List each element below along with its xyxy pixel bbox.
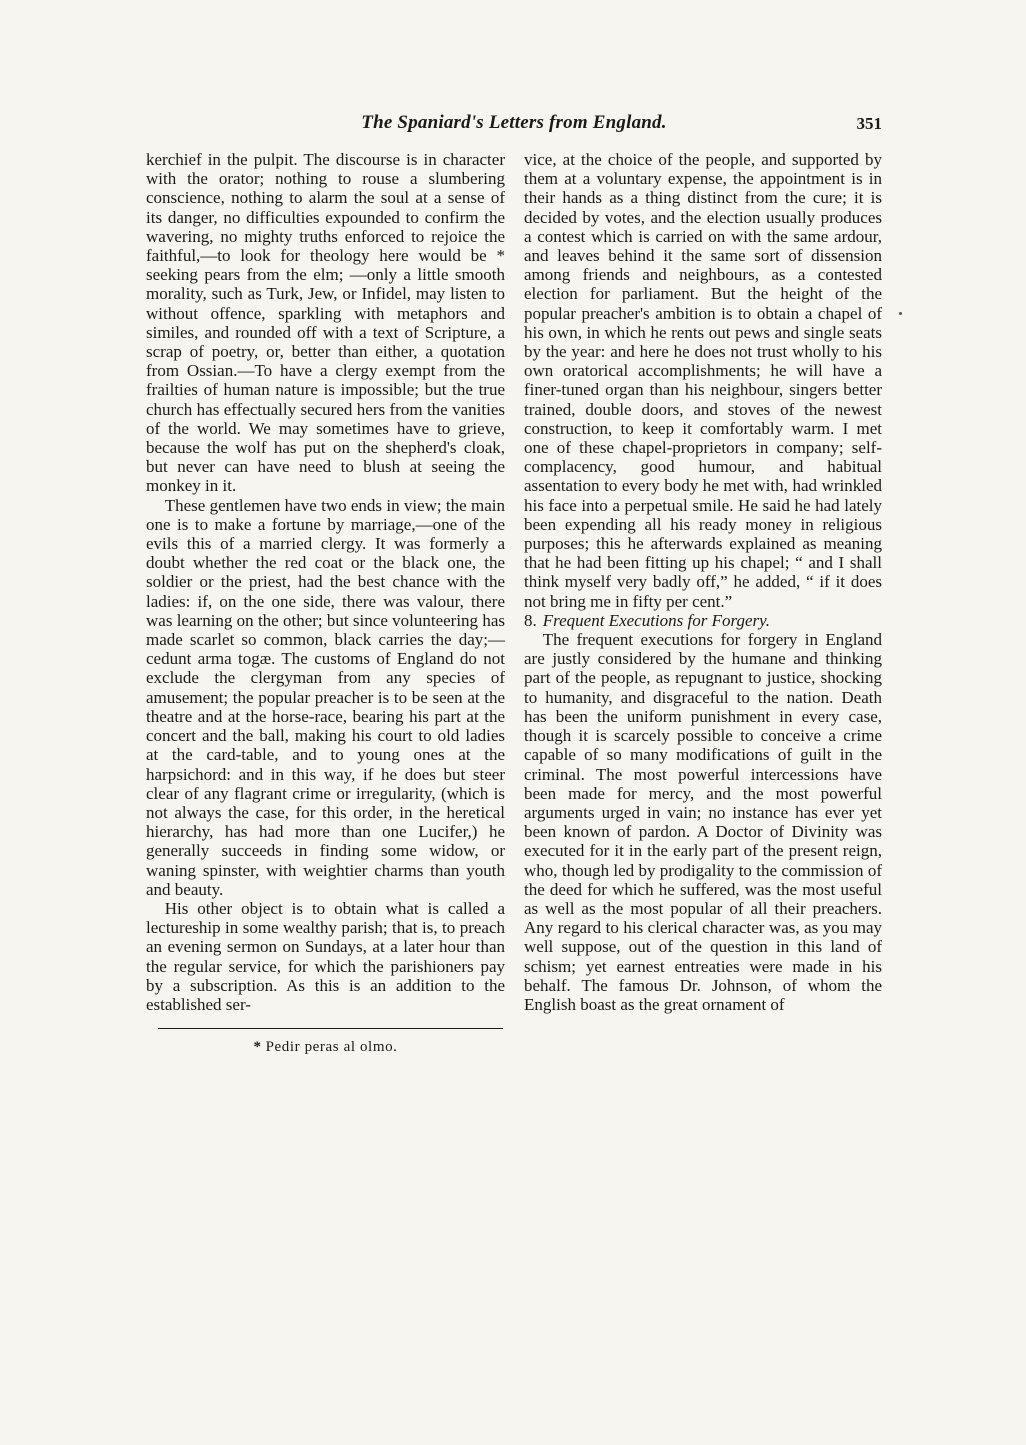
ink-speck xyxy=(899,312,902,315)
section-heading xyxy=(524,611,882,630)
footnote-marker: * xyxy=(253,1039,262,1056)
running-title: The Spaniard's Letters from England. xyxy=(361,112,667,133)
paragraph-chapel: vice, at the choice of the people, and supported by them at a voluntary expense, the appointment is in their hands as a thing distinct from the cure; it is decided by votes, and the election usually produces a contest which is carried on with the same ardour, and leaves behind it the same sort of dissension among friends and neighbours, as a contested election for parliament. But the height of the popular preacher's ambition is to obtain a chapel of his own, in which he rents out pews and single seats by the year: and here he does not trust wholly to his own oratorical accomplishments; he will have a finer-tuned organ than his neighbour, singers better trained, double doors, and stoves of the newest construction, to keep it comfortably warm. I met one of these chapel-proprietors in company; self-complacency, good humour, and habitual assentation to every body he met with, had wrinkled his face into a perpetual smile. He said he had lately been expending all his ready money in religious purposes; this he afterwards explained as meaning that he had been fitting up his chapel; “ and I shall think myself very badly off,” he added, “ if it does not bring me in fifty per cent.” xyxy=(524,150,882,611)
paragraph-forgery: The frequent executions for forgery in England are justly considered by the humane and thinking part of the people, as repugnant to justice, shocking to humanity, and disgraceful to the nation. Death has been the uniform punishment in every case, though it is scarcely possible to conceive a crime capable of so many modifications of guilt in the criminal. The most powerful intercessions have been made for mercy, and the most powerful arguments urged in vain; no instance has ever yet been known of pardon. A Doctor of Divinity was executed for it in the early part of the present reign, who, though led by prodigality to the commission of the deed for which he suffered, was the most useful as well as the most popular of all their preachers. Any regard to his clerical character was, as you may well suppose, out of the question in this land of schism; yet earnest entreaties were made in his behalf. The famous Dr. Johnson, of whom the English boast as the great ornament of xyxy=(524,630,882,1014)
footnote xyxy=(146,1038,505,1057)
paragraph-lectureship: His other object is to obtain what is called a lectureship in some wealthy parish; that is, to preach an evening sermon on Sundays, at a later hour than the regular service, for which the parishioners pay by a subscription. As this is an addition to the established ser- xyxy=(146,898,505,1014)
page-number: 351 xyxy=(856,114,882,133)
paragraph-pulpit-discourse: kerchief in the pulpit. The discourse is in character with the orator; nothing to rouse a slumbering conscience, nothing to alarm the soul at a sense of its danger, no difficulties expounded to confirm the wavering, no mighty truths enforced to rejoice the faithful,—to look for theology here would be * seeking pears from the elm; —only a little smooth morality, such as Turk, Jew, or Infidel, may listen to without offence, sparkling with metaphors and similes, and rounded off with a text of Scripture, a scrap of poetry, or, better than either, a quotation from Ossian.—To have a clergy exempt from the frailties of human nature is impossible; but the true church has effectually secured hers from the vanities of the world. We may sometimes have to grieve, because the wolf has put on the shepherd's cloak, but never can have need to blush at seeing the monkey in it. xyxy=(146,150,505,496)
left-column xyxy=(146,150,505,1057)
section-title: Frequent Executions for Forgery. xyxy=(542,610,770,630)
page-header xyxy=(146,112,882,140)
footnote-text: Pedir peras al olmo. xyxy=(265,1039,398,1056)
right-column xyxy=(524,150,882,1014)
section-number: 8. xyxy=(524,610,537,630)
footnote-divider xyxy=(158,1028,503,1029)
paragraph-marriage: These gentlemen have two ends in view; the main one is to make a fortune by marriage,—one of the evils this of a married clergy. It was formerly a doubt whether the red coat or the black one, the soldier or the priest, had the best chance with the ladies: if, on the one side, there was valour, there was learning on the other; but since volunteering has made scarlet so common, black carries the day;—cedunt arma togæ. The customs of England do not exclude the clergyman from any species of amusement; the popular preacher is to be seen at the theatre and at the horse-race, bearing his part at the concert and the ball, making his court to old ladies at the card-table, and to young ones at the harpsichord: and in this way, if he does but steer clear of any flagrant crime or irregularity, (which is not always the case, for this order, in the heretical hierarchy, has had more than one Lucifer,) he generally succeeds in finding some widow, or waning spinster, with weightier charms than youth and beauty. xyxy=(146,495,505,899)
